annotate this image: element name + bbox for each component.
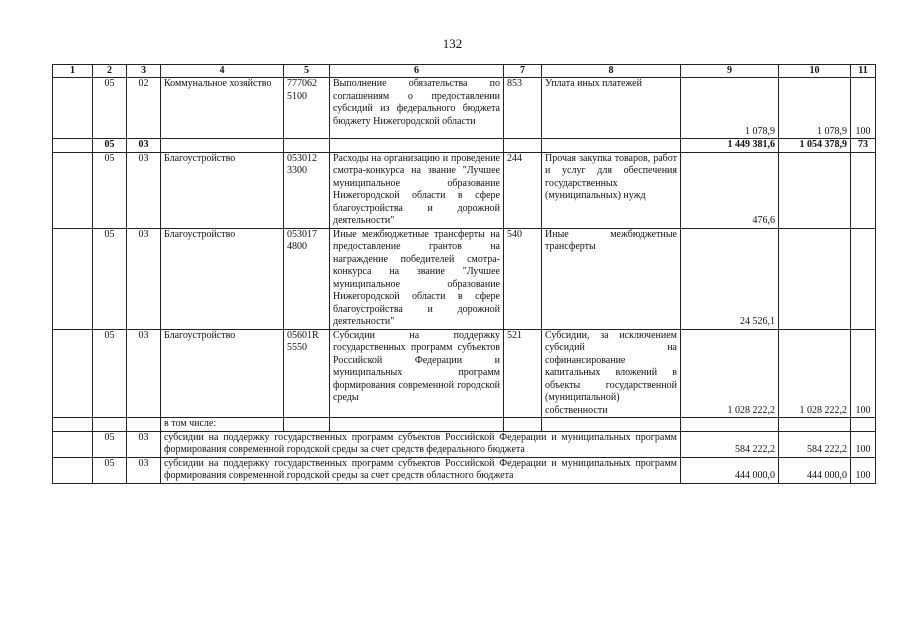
cell-percent: 100 xyxy=(851,431,876,457)
cell-actual xyxy=(779,418,851,432)
subrow-description: субсидии на поддержку государственных программ субъектов Российской Федерации и муниципальных программ формирования современной городской среды за счет средств федерального бюджета xyxy=(161,431,681,457)
cell-col1 xyxy=(53,228,93,329)
cell-name xyxy=(161,139,284,153)
cell-name: Коммунальное хозяйство xyxy=(161,78,284,139)
cell-col1 xyxy=(53,152,93,228)
cell-planned: 24 526,1 xyxy=(681,228,779,329)
cell-target-code xyxy=(284,418,330,432)
cell-actual xyxy=(779,228,851,329)
including-row xyxy=(53,418,876,432)
cell-expense-name xyxy=(542,139,681,153)
header-cell: 10 xyxy=(779,65,851,78)
cell-expense-name: Уплата иных платежей xyxy=(542,78,681,139)
cell-subsection: 03 xyxy=(127,457,161,483)
cell-target-code: 05601R 5550 xyxy=(284,329,330,418)
cell-expense-name: Прочая закупка товаров, работ и услуг для обеспечения государственных (муниципальных) нужд xyxy=(542,152,681,228)
header-cell: 9 xyxy=(681,65,779,78)
subrow-description: субсидии на поддержку государственных программ субъектов Российской Федерации и муниципальных программ формирования современной городской среды за счет средств областного бюджета xyxy=(161,457,681,483)
cell-actual: 584 222,2 xyxy=(779,431,851,457)
cell-name: Благоустройство xyxy=(161,228,284,329)
cell-percent xyxy=(851,228,876,329)
cell-actual: 1 078,9 xyxy=(779,78,851,139)
cell-section: 05 xyxy=(93,457,127,483)
table-row xyxy=(53,329,876,418)
cell-percent: 100 xyxy=(851,78,876,139)
cell-target-name: Субсидии на поддержку государственных программ субъектов Российской Федерации и муниципальных программ формирования современной городской среды xyxy=(330,329,504,418)
cell-target-code xyxy=(284,139,330,153)
cell-target-code: 053017 4800 xyxy=(284,228,330,329)
cell-target-code: 777062 5100 xyxy=(284,78,330,139)
cell-section xyxy=(93,418,127,432)
cell-expense-code: 244 xyxy=(504,152,542,228)
cell-expense-name xyxy=(542,418,681,432)
cell-name: Благоустройство xyxy=(161,152,284,228)
subrow xyxy=(53,431,876,457)
cell-percent: 100 xyxy=(851,329,876,418)
cell-subsection: 03 xyxy=(127,228,161,329)
table-row xyxy=(53,228,876,329)
cell-col1 xyxy=(53,457,93,483)
cell-percent: 73 xyxy=(851,139,876,153)
header-cell: 1 xyxy=(53,65,93,78)
cell-actual: 1 054 378,9 xyxy=(779,139,851,153)
cell-percent xyxy=(851,418,876,432)
subrow xyxy=(53,457,876,483)
cell-planned: 1 449 381,6 xyxy=(681,139,779,153)
cell-target-name: Расходы на организацию и проведение смотра-конкурса на звание "Лучшее муниципальное образование Нижегородской области в сфере благоустройства и дорожной деятельности" xyxy=(330,152,504,228)
cell-subsection: 02 xyxy=(127,78,161,139)
cell-subsection: 03 xyxy=(127,329,161,418)
including-label: в том числе: xyxy=(161,418,284,432)
cell-expense-name: Иные межбюджетные трансферты xyxy=(542,228,681,329)
header-cell: 4 xyxy=(161,65,284,78)
cell-section: 05 xyxy=(93,431,127,457)
cell-target-name: Иные межбюджетные трансферты на предоставление грантов на награждение победителей смотра-конкурса на звание "Лучшее муниципальное образование Нижегородской области в сфере благоустройства и дорожной деятельности" xyxy=(330,228,504,329)
cell-planned: 584 222,2 xyxy=(681,431,779,457)
cell-col1 xyxy=(53,418,93,432)
cell-percent: 100 xyxy=(851,457,876,483)
table-row xyxy=(53,152,876,228)
cell-expense-name: Субсидии, за исключением субсидий на софинансирование капитальных вложений в объекты государственной (муниципальной) собственности xyxy=(542,329,681,418)
cell-target-name: Выполнение обязательства по соглашениям о предоставлении субсидий из федерального бюджета бюджету Нижегородской области xyxy=(330,78,504,139)
cell-planned xyxy=(681,418,779,432)
cell-col1 xyxy=(53,431,93,457)
cell-target-code: 053012 3300 xyxy=(284,152,330,228)
cell-planned: 1 028 222,2 xyxy=(681,329,779,418)
header-cell: 6 xyxy=(330,65,504,78)
cell-expense-code: 853 xyxy=(504,78,542,139)
cell-col1 xyxy=(53,78,93,139)
cell-subsection: 03 xyxy=(127,139,161,153)
cell-section: 05 xyxy=(93,139,127,153)
header-row xyxy=(53,65,876,78)
cell-actual: 1 028 222,2 xyxy=(779,329,851,418)
cell-planned: 1 078,9 xyxy=(681,78,779,139)
cell-planned: 476,6 xyxy=(681,152,779,228)
cell-planned: 444 000,0 xyxy=(681,457,779,483)
header-cell: 7 xyxy=(504,65,542,78)
cell-subsection: 03 xyxy=(127,431,161,457)
cell-col1 xyxy=(53,139,93,153)
cell-target-name xyxy=(330,139,504,153)
header-cell: 8 xyxy=(542,65,681,78)
cell-subsection: 03 xyxy=(127,152,161,228)
page-number: 132 xyxy=(442,36,463,51)
budget-table xyxy=(52,64,876,484)
header-cell: 5 xyxy=(284,65,330,78)
table-row xyxy=(53,78,876,139)
cell-actual: 444 000,0 xyxy=(779,457,851,483)
cell-subsection xyxy=(127,418,161,432)
header-cell: 2 xyxy=(93,65,127,78)
cell-section: 05 xyxy=(93,228,127,329)
cell-expense-code xyxy=(504,418,542,432)
cell-expense-code: 521 xyxy=(504,329,542,418)
header-cell: 11 xyxy=(851,65,876,78)
cell-actual xyxy=(779,152,851,228)
total-row xyxy=(53,139,876,153)
cell-expense-code: 540 xyxy=(504,228,542,329)
cell-name: Благоустройство xyxy=(161,329,284,418)
cell-percent xyxy=(851,152,876,228)
header-cell: 3 xyxy=(127,65,161,78)
cell-section: 05 xyxy=(93,152,127,228)
cell-expense-code xyxy=(504,139,542,153)
cell-section: 05 xyxy=(93,78,127,139)
cell-section: 05 xyxy=(93,329,127,418)
cell-col1 xyxy=(53,329,93,418)
cell-target-name xyxy=(330,418,504,432)
